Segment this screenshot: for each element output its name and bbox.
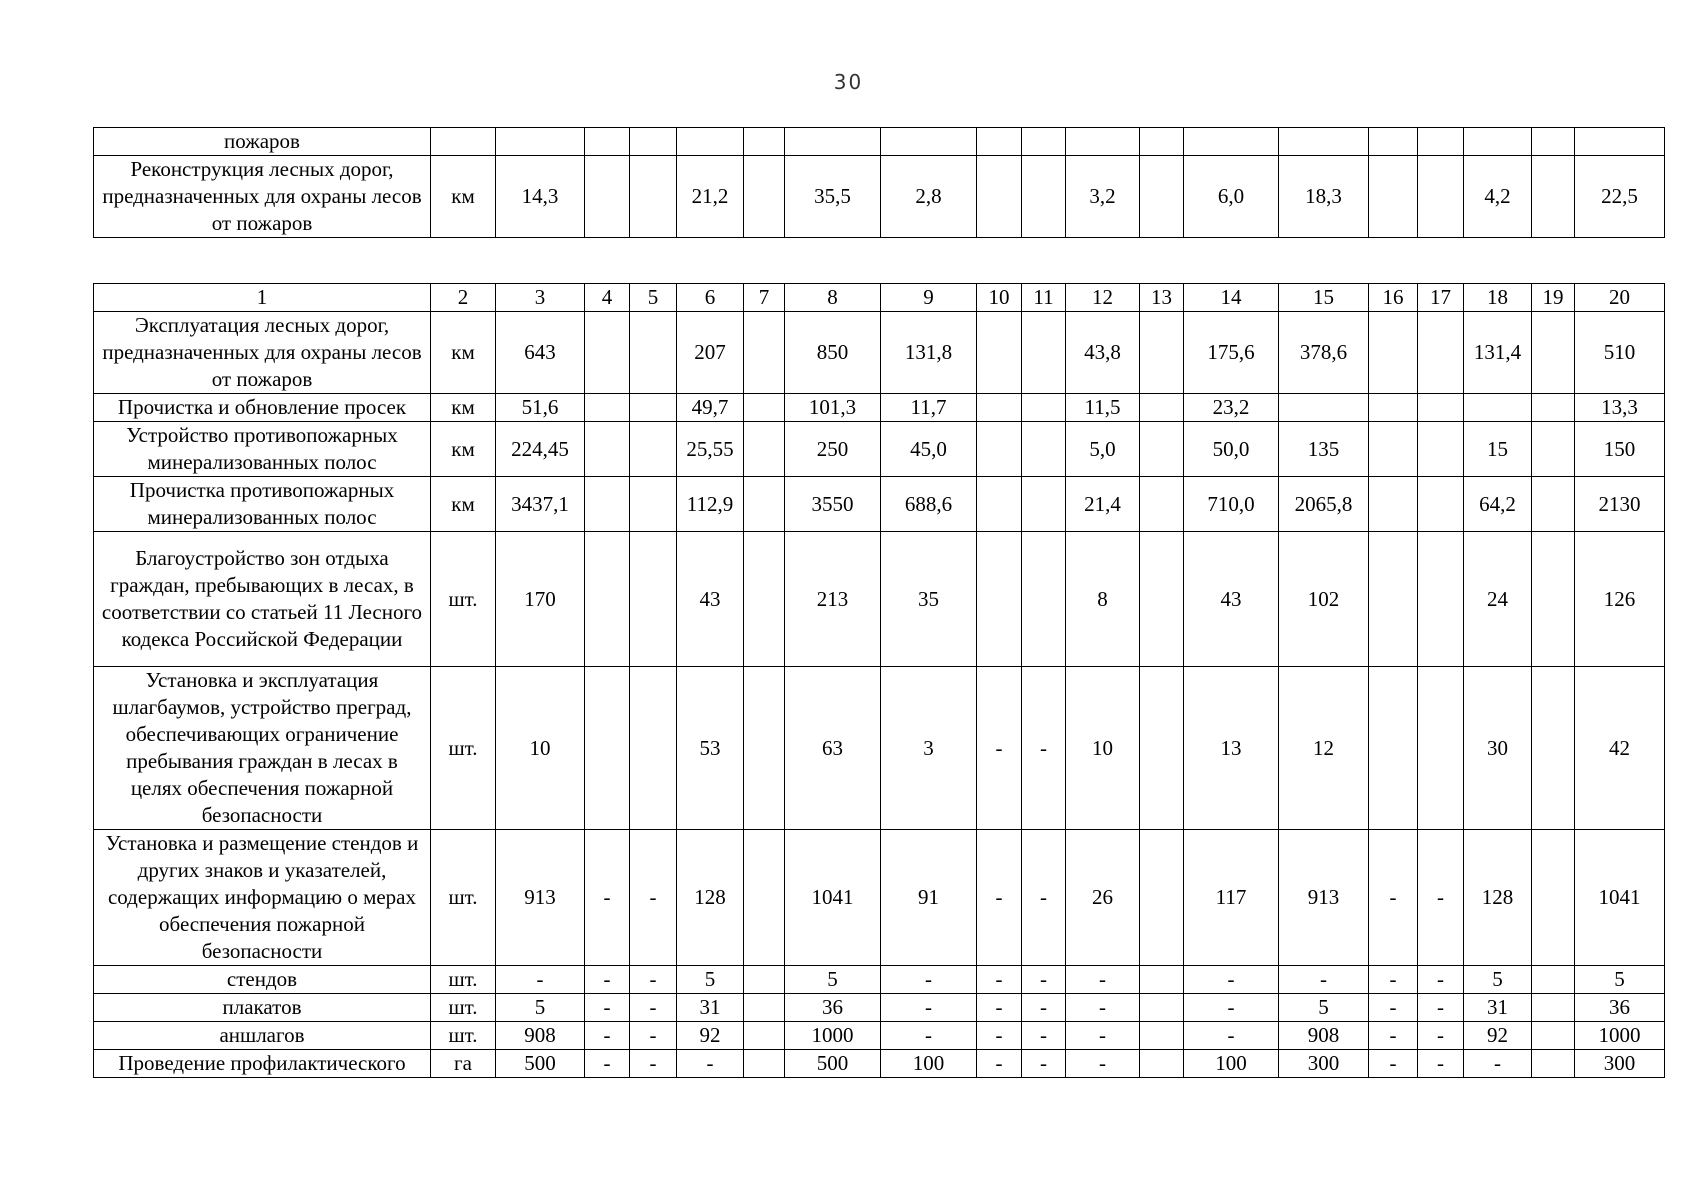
value-cell xyxy=(1532,128,1575,156)
value-cell xyxy=(1369,667,1418,830)
unit-cell: шт. xyxy=(431,1022,496,1050)
value-cell xyxy=(744,128,785,156)
value-cell xyxy=(1369,394,1418,422)
unit-cell xyxy=(431,128,496,156)
value-cell: 117 xyxy=(1184,830,1279,966)
value-cell xyxy=(585,422,630,477)
column-number: 10 xyxy=(977,284,1022,312)
value-cell xyxy=(1140,667,1184,830)
value-cell: 710,0 xyxy=(1184,477,1279,532)
value-cell: 63 xyxy=(785,667,881,830)
value-cell: 1000 xyxy=(785,1022,881,1050)
unit-cell: шт. xyxy=(431,532,496,667)
value-cell xyxy=(1022,312,1066,394)
value-cell: - xyxy=(1418,830,1464,966)
value-cell: 131,4 xyxy=(1464,312,1532,394)
value-cell xyxy=(630,312,677,394)
value-cell xyxy=(744,477,785,532)
value-cell: - xyxy=(1066,994,1140,1022)
column-number: 7 xyxy=(744,284,785,312)
value-cell xyxy=(1418,312,1464,394)
column-number: 14 xyxy=(1184,284,1279,312)
value-cell: 31 xyxy=(1464,994,1532,1022)
value-cell: - xyxy=(1369,830,1418,966)
value-cell xyxy=(977,156,1022,238)
value-cell: 15 xyxy=(1464,422,1532,477)
value-cell xyxy=(630,667,677,830)
row-name: Установка и размещение стендов и других знаков и указателей, содержащих информацию о мерах обеспечения пожарной безопасности xyxy=(94,830,431,966)
value-cell: - xyxy=(630,994,677,1022)
table-row xyxy=(94,1050,1665,1078)
value-cell: 13 xyxy=(1184,667,1279,830)
column-number: 12 xyxy=(1066,284,1140,312)
value-cell: 500 xyxy=(496,1050,585,1078)
value-cell: - xyxy=(1184,1022,1279,1050)
table-row xyxy=(94,830,1665,966)
value-cell xyxy=(1369,532,1418,667)
value-cell xyxy=(744,422,785,477)
value-cell: 207 xyxy=(677,312,744,394)
column-number-row xyxy=(94,284,1665,312)
value-cell: 35,5 xyxy=(785,156,881,238)
value-cell: 3550 xyxy=(785,477,881,532)
column-number: 15 xyxy=(1279,284,1369,312)
column-number: 16 xyxy=(1369,284,1418,312)
table-row xyxy=(94,394,1665,422)
table-row xyxy=(94,422,1665,477)
value-cell xyxy=(1418,394,1464,422)
row-name: Устройство противопожарных минерализованных полос xyxy=(94,422,431,477)
value-cell: 250 xyxy=(785,422,881,477)
unit-cell: шт. xyxy=(431,994,496,1022)
value-cell xyxy=(744,532,785,667)
value-cell xyxy=(744,667,785,830)
value-cell: 175,6 xyxy=(1184,312,1279,394)
value-cell: 64,2 xyxy=(1464,477,1532,532)
value-cell xyxy=(630,532,677,667)
value-cell: - xyxy=(977,667,1022,830)
value-cell: 18,3 xyxy=(1279,156,1369,238)
value-cell xyxy=(1022,156,1066,238)
value-cell: 135 xyxy=(1279,422,1369,477)
value-cell: 101,3 xyxy=(785,394,881,422)
value-cell: 1041 xyxy=(1575,830,1665,966)
value-cell xyxy=(1140,312,1184,394)
value-cell xyxy=(1140,422,1184,477)
value-cell: - xyxy=(1184,994,1279,1022)
value-cell: - xyxy=(585,1050,630,1078)
column-number: 13 xyxy=(1140,284,1184,312)
value-cell xyxy=(1022,532,1066,667)
value-cell: - xyxy=(977,1022,1022,1050)
value-cell xyxy=(1532,966,1575,994)
column-number: 11 xyxy=(1022,284,1066,312)
value-cell: 2,8 xyxy=(881,156,977,238)
value-cell xyxy=(977,532,1022,667)
table-row xyxy=(94,994,1665,1022)
value-cell: 913 xyxy=(1279,830,1369,966)
value-cell xyxy=(1418,477,1464,532)
value-cell xyxy=(1575,128,1665,156)
column-number: 3 xyxy=(496,284,585,312)
value-cell xyxy=(1140,1050,1184,1078)
value-cell xyxy=(1532,477,1575,532)
unit-cell: км xyxy=(431,422,496,477)
value-cell: - xyxy=(1464,1050,1532,1078)
value-cell xyxy=(585,312,630,394)
value-cell: - xyxy=(1279,966,1369,994)
value-cell: 100 xyxy=(1184,1050,1279,1078)
value-cell: 92 xyxy=(677,1022,744,1050)
value-cell: 131,8 xyxy=(881,312,977,394)
value-cell: 1000 xyxy=(1575,1022,1665,1050)
value-cell xyxy=(1140,1022,1184,1050)
value-cell xyxy=(1532,532,1575,667)
value-cell xyxy=(630,422,677,477)
value-cell xyxy=(1022,422,1066,477)
value-cell: 908 xyxy=(496,1022,585,1050)
value-cell: - xyxy=(881,966,977,994)
value-cell: - xyxy=(630,830,677,966)
value-cell xyxy=(585,156,630,238)
value-cell xyxy=(744,156,785,238)
value-cell: - xyxy=(1418,994,1464,1022)
value-cell: 31 xyxy=(677,994,744,1022)
value-cell: 1041 xyxy=(785,830,881,966)
table-row xyxy=(94,532,1665,667)
value-cell: 91 xyxy=(881,830,977,966)
value-cell: - xyxy=(1022,667,1066,830)
value-cell xyxy=(585,477,630,532)
value-cell: 170 xyxy=(496,532,585,667)
value-cell: 908 xyxy=(1279,1022,1369,1050)
value-cell xyxy=(585,667,630,830)
value-cell: 14,3 xyxy=(496,156,585,238)
value-cell: 43 xyxy=(677,532,744,667)
row-name: Эксплуатация лесных дорог, предназначенных для охраны лесов от пожаров xyxy=(94,312,431,394)
value-cell: - xyxy=(1369,966,1418,994)
value-cell: 5,0 xyxy=(1066,422,1140,477)
value-cell: 128 xyxy=(677,830,744,966)
value-cell: - xyxy=(977,1050,1022,1078)
value-cell: 53 xyxy=(677,667,744,830)
value-cell xyxy=(977,394,1022,422)
column-number: 17 xyxy=(1418,284,1464,312)
value-cell: 8 xyxy=(1066,532,1140,667)
value-cell: 5 xyxy=(496,994,585,1022)
unit-cell: шт. xyxy=(431,966,496,994)
value-cell xyxy=(1369,477,1418,532)
table-row xyxy=(94,156,1665,238)
value-cell xyxy=(1022,477,1066,532)
value-cell: 24 xyxy=(1464,532,1532,667)
value-cell: 35 xyxy=(881,532,977,667)
table-row xyxy=(94,477,1665,532)
value-cell: 92 xyxy=(1464,1022,1532,1050)
value-cell: - xyxy=(881,994,977,1022)
value-cell xyxy=(1279,128,1369,156)
value-cell: 36 xyxy=(785,994,881,1022)
value-cell: - xyxy=(1418,1050,1464,1078)
value-cell xyxy=(1418,128,1464,156)
value-cell xyxy=(881,128,977,156)
value-cell: 26 xyxy=(1066,830,1140,966)
value-cell xyxy=(977,312,1022,394)
value-cell xyxy=(1418,156,1464,238)
value-cell: 5 xyxy=(1279,994,1369,1022)
column-number: 6 xyxy=(677,284,744,312)
value-cell: 11,7 xyxy=(881,394,977,422)
value-cell: 510 xyxy=(1575,312,1665,394)
value-cell: 5 xyxy=(785,966,881,994)
value-cell xyxy=(1279,394,1369,422)
value-cell: 300 xyxy=(1575,1050,1665,1078)
value-cell xyxy=(1418,422,1464,477)
value-cell: - xyxy=(585,966,630,994)
unit-cell: км xyxy=(431,156,496,238)
value-cell: - xyxy=(630,1050,677,1078)
column-number: 9 xyxy=(881,284,977,312)
page-number: 30 xyxy=(833,70,864,94)
value-cell: - xyxy=(1369,994,1418,1022)
value-cell xyxy=(1369,312,1418,394)
value-cell: 5 xyxy=(677,966,744,994)
value-cell: 378,6 xyxy=(1279,312,1369,394)
value-cell: - xyxy=(1184,966,1279,994)
value-cell xyxy=(1532,422,1575,477)
unit-cell: га xyxy=(431,1050,496,1078)
value-cell: 224,45 xyxy=(496,422,585,477)
value-cell: 22,5 xyxy=(1575,156,1665,238)
value-cell xyxy=(977,128,1022,156)
value-cell xyxy=(585,394,630,422)
value-cell: 3437,1 xyxy=(496,477,585,532)
value-cell: 13,3 xyxy=(1575,394,1665,422)
value-cell xyxy=(1532,667,1575,830)
value-cell xyxy=(1066,128,1140,156)
value-cell xyxy=(1140,128,1184,156)
value-cell: - xyxy=(1022,966,1066,994)
value-cell xyxy=(977,477,1022,532)
value-cell: 688,6 xyxy=(881,477,977,532)
value-cell: 50,0 xyxy=(1184,422,1279,477)
value-cell xyxy=(630,156,677,238)
value-cell: 5 xyxy=(1575,966,1665,994)
value-cell: 500 xyxy=(785,1050,881,1078)
value-cell: 12 xyxy=(1279,667,1369,830)
value-cell: 850 xyxy=(785,312,881,394)
value-cell: 300 xyxy=(1279,1050,1369,1078)
column-number: 5 xyxy=(630,284,677,312)
value-cell xyxy=(1418,532,1464,667)
value-cell: 213 xyxy=(785,532,881,667)
value-cell: - xyxy=(1418,966,1464,994)
value-cell: 150 xyxy=(1575,422,1665,477)
value-cell: - xyxy=(1418,1022,1464,1050)
value-cell: 43,8 xyxy=(1066,312,1140,394)
column-number: 8 xyxy=(785,284,881,312)
value-cell: 2065,8 xyxy=(1279,477,1369,532)
unit-cell: км xyxy=(431,394,496,422)
value-cell xyxy=(744,994,785,1022)
value-cell: 128 xyxy=(1464,830,1532,966)
value-cell xyxy=(585,532,630,667)
row-name: Прочистка противопожарных минерализованных полос xyxy=(94,477,431,532)
value-cell: - xyxy=(977,830,1022,966)
table-main xyxy=(93,283,1665,1078)
value-cell xyxy=(585,128,630,156)
value-cell xyxy=(1184,128,1279,156)
table-row xyxy=(94,667,1665,830)
value-cell: 100 xyxy=(881,1050,977,1078)
value-cell: 10 xyxy=(1066,667,1140,830)
unit-cell: шт. xyxy=(431,667,496,830)
table-row xyxy=(94,1022,1665,1050)
value-cell xyxy=(744,394,785,422)
value-cell: 4,2 xyxy=(1464,156,1532,238)
value-cell: 3,2 xyxy=(1066,156,1140,238)
value-cell: - xyxy=(1066,1050,1140,1078)
value-cell xyxy=(1022,128,1066,156)
value-cell xyxy=(630,394,677,422)
value-cell: - xyxy=(1022,1050,1066,1078)
column-number: 20 xyxy=(1575,284,1665,312)
value-cell xyxy=(1532,994,1575,1022)
value-cell: 6,0 xyxy=(1184,156,1279,238)
value-cell xyxy=(744,312,785,394)
unit-cell: шт. xyxy=(431,830,496,966)
value-cell: 30 xyxy=(1464,667,1532,830)
value-cell xyxy=(630,477,677,532)
value-cell xyxy=(977,422,1022,477)
row-name: стендов xyxy=(94,966,431,994)
column-number: 4 xyxy=(585,284,630,312)
value-cell: - xyxy=(1022,994,1066,1022)
value-cell xyxy=(1140,966,1184,994)
value-cell xyxy=(744,966,785,994)
column-number: 18 xyxy=(1464,284,1532,312)
value-cell xyxy=(1140,994,1184,1022)
value-cell: 43 xyxy=(1184,532,1279,667)
value-cell: - xyxy=(585,830,630,966)
unit-cell: км xyxy=(431,312,496,394)
row-name: Установка и эксплуатация шлагбаумов, устройство преград, обеспечивающих ограничение пребывания граждан в лесах в целях обеспечения пожарной безопасности xyxy=(94,667,431,830)
value-cell: - xyxy=(630,966,677,994)
value-cell: - xyxy=(585,1022,630,1050)
value-cell: 25,55 xyxy=(677,422,744,477)
row-name: Реконструкция лесных дорог, предназначенных для охраны лесов от пожаров xyxy=(94,156,431,238)
value-cell xyxy=(496,128,585,156)
value-cell xyxy=(1369,128,1418,156)
value-cell: 126 xyxy=(1575,532,1665,667)
value-cell: - xyxy=(496,966,585,994)
value-cell: - xyxy=(677,1050,744,1078)
value-cell xyxy=(677,128,744,156)
value-cell: - xyxy=(1022,1022,1066,1050)
value-cell xyxy=(1532,156,1575,238)
row-name: плакатов xyxy=(94,994,431,1022)
value-cell: - xyxy=(977,994,1022,1022)
value-cell: 643 xyxy=(496,312,585,394)
value-cell: 21,2 xyxy=(677,156,744,238)
value-cell: 21,4 xyxy=(1066,477,1140,532)
value-cell xyxy=(1464,394,1532,422)
row-name: Благоустройство зон отдыха граждан, пребывающих в лесах, в соответствии со статьей 11 Лесного кодекса Российской Федерации xyxy=(94,532,431,667)
table-continuation xyxy=(93,127,1665,238)
value-cell: 36 xyxy=(1575,994,1665,1022)
column-number: 2 xyxy=(431,284,496,312)
value-cell: 5 xyxy=(1464,966,1532,994)
value-cell: 2130 xyxy=(1575,477,1665,532)
value-cell: 49,7 xyxy=(677,394,744,422)
value-cell: 23,2 xyxy=(1184,394,1279,422)
value-cell xyxy=(1532,1022,1575,1050)
value-cell: 913 xyxy=(496,830,585,966)
table-row xyxy=(94,128,1665,156)
value-cell xyxy=(1022,394,1066,422)
value-cell: 112,9 xyxy=(677,477,744,532)
value-cell xyxy=(1464,128,1532,156)
row-name: Прочистка и обновление просек xyxy=(94,394,431,422)
row-name: Проведение профилактического xyxy=(94,1050,431,1078)
value-cell: - xyxy=(1022,830,1066,966)
value-cell xyxy=(744,1050,785,1078)
row-name: аншлагов xyxy=(94,1022,431,1050)
value-cell xyxy=(1532,312,1575,394)
value-cell: 45,0 xyxy=(881,422,977,477)
value-cell xyxy=(1369,156,1418,238)
value-cell: - xyxy=(977,966,1022,994)
value-cell: - xyxy=(1066,966,1140,994)
value-cell: - xyxy=(881,1022,977,1050)
value-cell xyxy=(1140,477,1184,532)
value-cell: 51,6 xyxy=(496,394,585,422)
value-cell xyxy=(1140,532,1184,667)
value-cell: - xyxy=(1066,1022,1140,1050)
value-cell: 10 xyxy=(496,667,585,830)
value-cell: 42 xyxy=(1575,667,1665,830)
value-cell xyxy=(1369,422,1418,477)
value-cell: 3 xyxy=(881,667,977,830)
value-cell: 102 xyxy=(1279,532,1369,667)
unit-cell: км xyxy=(431,477,496,532)
value-cell xyxy=(1140,830,1184,966)
table-row xyxy=(94,312,1665,394)
value-cell xyxy=(744,830,785,966)
value-cell: - xyxy=(1369,1022,1418,1050)
value-cell xyxy=(785,128,881,156)
column-number: 1 xyxy=(94,284,431,312)
row-name: пожаров xyxy=(94,128,431,156)
value-cell xyxy=(744,1022,785,1050)
column-number: 19 xyxy=(1532,284,1575,312)
value-cell: - xyxy=(630,1022,677,1050)
value-cell xyxy=(1140,394,1184,422)
value-cell: - xyxy=(585,994,630,1022)
value-cell xyxy=(1532,830,1575,966)
value-cell xyxy=(1532,1050,1575,1078)
value-cell xyxy=(1418,667,1464,830)
value-cell xyxy=(630,128,677,156)
value-cell: - xyxy=(1369,1050,1418,1078)
value-cell: 11,5 xyxy=(1066,394,1140,422)
value-cell xyxy=(1140,156,1184,238)
value-cell xyxy=(1532,394,1575,422)
table-row xyxy=(94,966,1665,994)
